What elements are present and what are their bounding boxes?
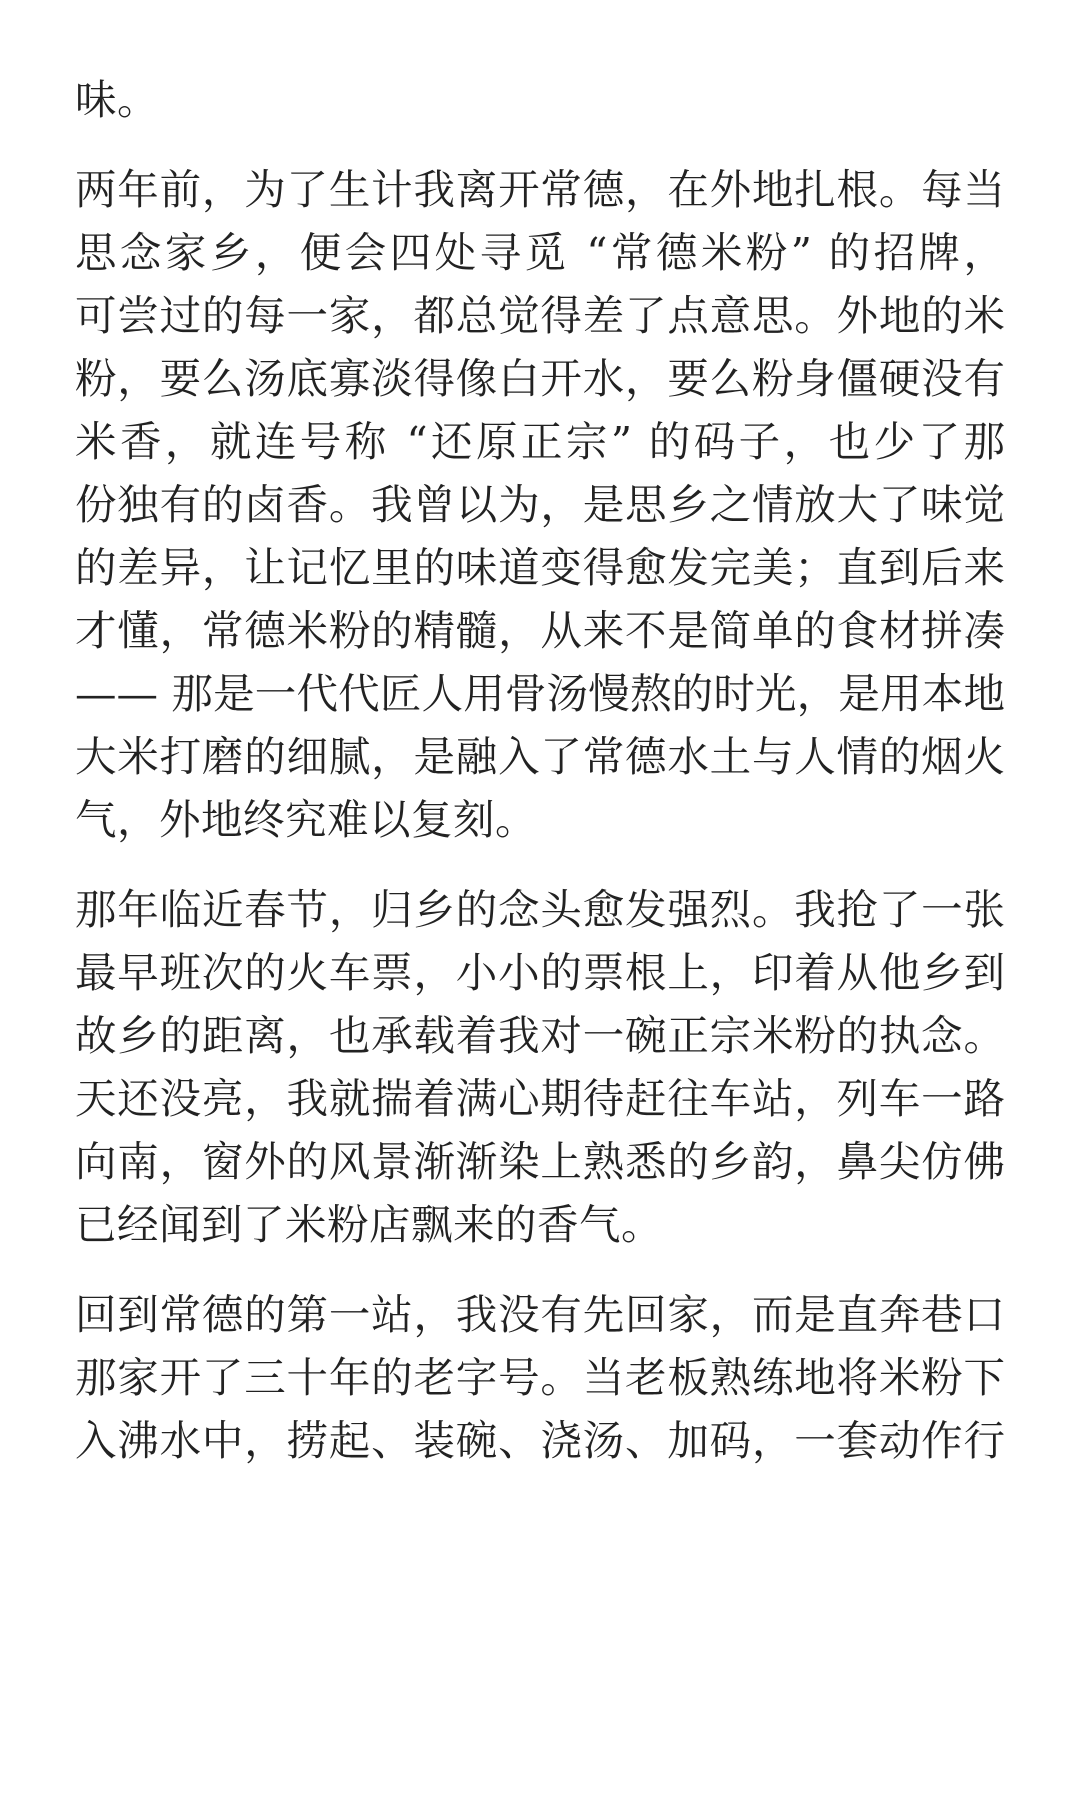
text-line: 米香，就连号称 “还原正宗” 的码子，也少了那 (75, 417, 1005, 466)
text-line: 最早班次的火车票，小小的票根上，印着从他乡到 (75, 948, 1005, 997)
text-line: 才懂，常德米粉的精髓，从来不是简单的食材拼凑 (75, 606, 1005, 655)
text-line: —— 那是一代代匠人用骨汤慢熬的时光，是用本地 (75, 669, 1005, 718)
text-line: 两年前，为了生计我离开常德，在外地扎根。每当 (75, 165, 1005, 214)
text-line: 那年临近春节，归乡的念头愈发强烈。我抢了一张 (75, 885, 1005, 934)
text-line: 味。 (75, 75, 160, 124)
text-line: 份独有的卤香。我曾以为，是思乡之情放大了味觉 (75, 480, 1005, 529)
text-line: 天还没亮，我就揣着满心期待赶往车站，列车一路 (75, 1074, 1005, 1123)
text-line: 可尝过的每一家，都总觉得差了点意思。外地的米 (75, 291, 1005, 340)
text-line: 的差异，让记忆里的味道变得愈发完美；直到后来 (75, 543, 1005, 592)
text-line: 故乡的距离，也承载着我对一碗正宗米粉的执念。 (75, 1011, 1005, 1060)
text-line: 回到常德的第一站，我没有先回家，而是直奔巷口 (75, 1290, 1005, 1339)
text-line: 大米打磨的细腻，是融入了常德水土与人情的烟火 (75, 732, 1005, 781)
text-line: 向南，窗外的风景渐渐染上熟悉的乡韵，鼻尖仿佛 (75, 1137, 1005, 1186)
text-line: 入沸水中，捞起、装碗、浇汤、加码，一套动作行 (75, 1416, 1005, 1465)
text-line: 思念家乡，便会四处寻觅 “常德米粉” 的招牌， (75, 228, 1005, 277)
text-line: 气，外地终究难以复刻。 (75, 795, 538, 844)
text-line: 那家开了三十年的老字号。当老板熟练地将米粉下 (75, 1353, 1005, 1402)
text-line: 粉，要么汤底寡淡得像白开水，要么粉身僵硬没有 (75, 354, 1005, 403)
text-line: 已经闻到了米粉店飘来的香气。 (75, 1200, 664, 1249)
